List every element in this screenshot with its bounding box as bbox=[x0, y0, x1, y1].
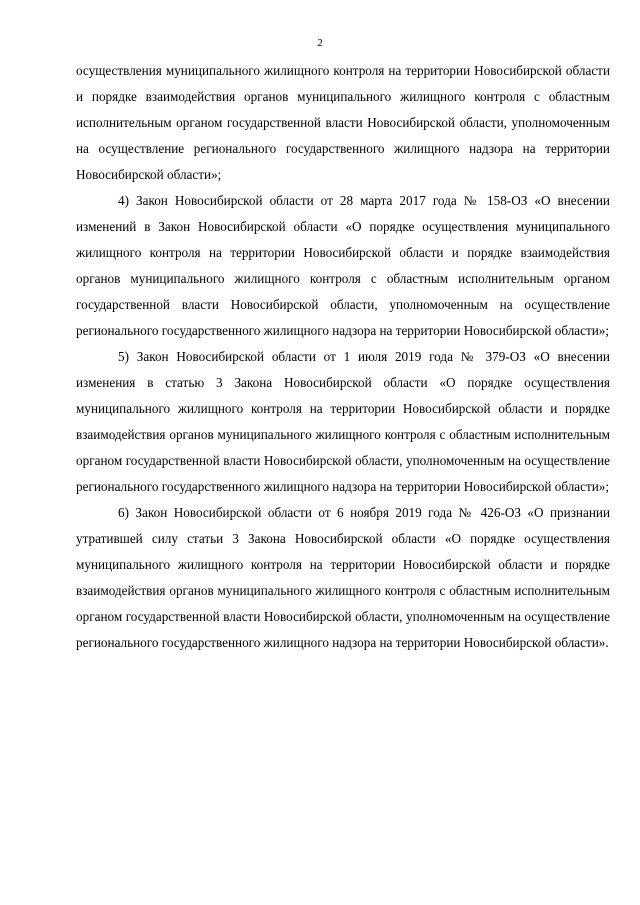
list-item-law-4: 4) Закон Новосибирской области от 28 марта 2017 года № 158-ОЗ «О внесении изменений в Закон Новосибирской области «О порядке осуществления муниципального жилищного контроля на территории Новосибирской области и порядке взаимодействия органов муниципального жилищного контроля с областным исполнительным органом государственной власти Новосибирской области, уполномоченным на осуществление регионального государственного жилищного надзора на территории Новосибирской области»; bbox=[76, 193, 610, 338]
list-item-law-6: 6) Закон Новосибирской области от 6 ноября 2019 года № 426-ОЗ «О признании утратившей силу статьи 3 Закона Новосибирской области «О порядке осуществления муниципального жилищного контроля на территории Новосибирской области и порядке взаимодействия органов муниципального жилищного контроля с областным исполнительным органом государственной власти Новосибирской области, уполномоченным на осуществление регионального государственного жилищного надзора на территории Новосибирской области». bbox=[76, 505, 610, 650]
list-item-law-5: 5) Закон Новосибирской области от 1 июля 2019 года № 379-ОЗ «О внесении изменения в статью 3 Закона Новосибирской области «О порядке осуществления муниципального жилищного контроля на территории Новосибирской области и порядке взаимодействия органов муниципального жилищного контроля с областным исполнительным органом государственной власти Новосибирской области, уполномоченным на осуществление регионального государственного жилищного надзора на территории Новосибирской области»; bbox=[76, 349, 610, 494]
document-body bbox=[76, 58, 610, 656]
page-number: 2 bbox=[317, 37, 323, 49]
paragraph-continuation: осуществления муниципального жилищного контроля на территории Новосибирской области и порядке взаимодействия органов муниципального жилищного контроля с областным исполнительным органом государственной власти Новосибирской области, уполномоченным на осуществление регионального государственного жилищного надзора на территории Новосибирской области»; bbox=[76, 63, 610, 182]
